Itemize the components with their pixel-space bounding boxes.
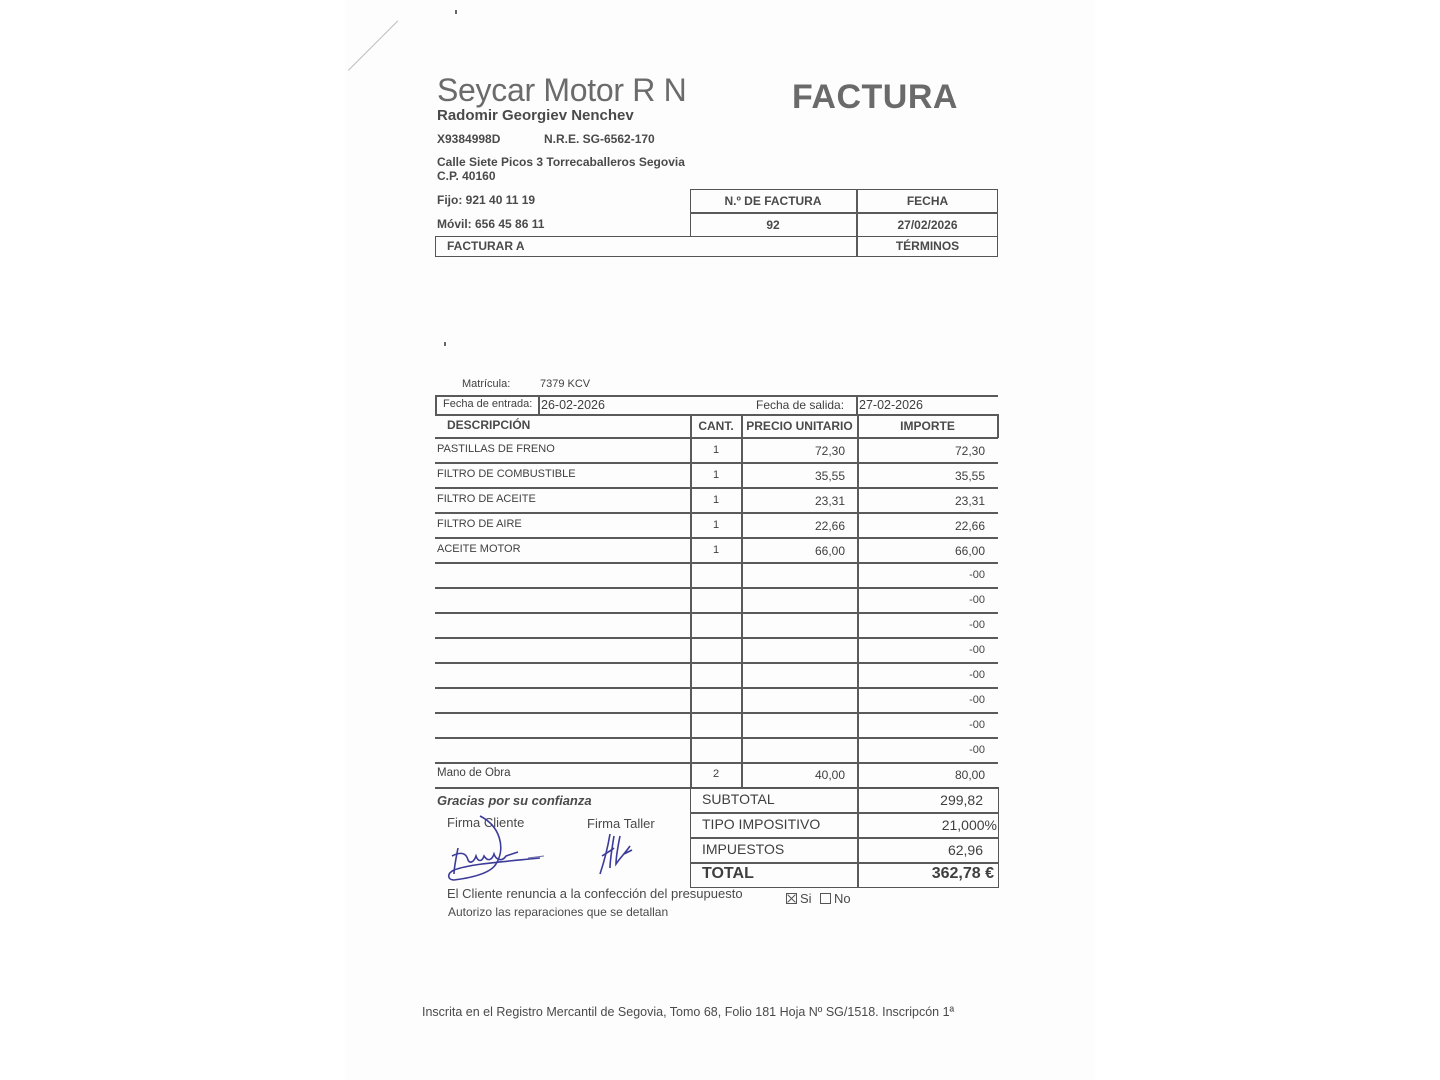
tax-value: 62,96 xyxy=(947,842,983,858)
row-qty: 1 xyxy=(712,494,720,506)
col-header-amount: IMPORTE xyxy=(900,419,955,433)
row-amount: 35,55 xyxy=(954,469,985,483)
total-label: TOTAL xyxy=(702,865,754,882)
row-unit-price: 35,55 xyxy=(814,469,845,483)
nre-number: N.R.E. SG-6562-170 xyxy=(544,132,655,146)
divider xyxy=(690,212,998,214)
consent-yes-label: Si xyxy=(800,891,812,906)
consent-no-label: No xyxy=(834,891,851,906)
document-title: FACTURA xyxy=(792,78,958,116)
divider xyxy=(690,837,999,839)
row-unit-price: 22,66 xyxy=(814,519,845,533)
empty-box-icon xyxy=(820,893,831,904)
owner-name: Radomir Georgiev Nenchev xyxy=(437,107,634,124)
row-divider xyxy=(435,762,998,764)
row-unit-price: 72,30 xyxy=(814,444,845,458)
client-signature-label: Firma Cliente xyxy=(447,815,525,830)
row-amount: 23,31 xyxy=(954,494,985,508)
invoice-number-label: N.º DE FACTURA xyxy=(724,194,822,208)
row-unit-price: 23,31 xyxy=(814,494,845,508)
row-amount: -00 xyxy=(969,594,985,606)
tax-label: IMPUESTOS xyxy=(702,841,785,857)
row-description: Mano de Obra xyxy=(437,767,511,779)
row-amount: 22,66 xyxy=(954,519,985,533)
row-qty: 1 xyxy=(712,469,720,481)
tax-rate-label: TIPO IMPOSITIVO xyxy=(702,816,821,832)
invoice-number-value: 92 xyxy=(766,218,780,232)
workshop-signature-label: Firma Taller xyxy=(587,816,655,831)
client-signature-icon xyxy=(440,812,550,884)
row-amount: -00 xyxy=(969,669,985,681)
row-unit-price: 66,00 xyxy=(814,544,845,558)
divider xyxy=(690,862,999,864)
address-line-1: Calle Siete Picos 3 Torrecaballeros Segovia xyxy=(437,155,685,169)
plate-label: Matrícula: xyxy=(462,378,511,390)
bill-to-label: FACTURAR A xyxy=(447,239,525,253)
invoice-date-value: 27/02/2026 xyxy=(897,218,958,232)
scan-artifact-dot xyxy=(455,10,457,14)
row-qty: 1 xyxy=(712,519,720,531)
budget-waiver-text: El Cliente renuncia a la confección del presupuesto xyxy=(447,886,743,901)
row-description: FILTRO DE ACEITE xyxy=(437,493,536,505)
col-header-qty: CANT. xyxy=(698,419,734,433)
entry-date-label: Fecha de entrada: xyxy=(443,398,533,410)
phone-fixed: Fijo: 921 40 11 19 xyxy=(437,193,536,207)
exit-date-label: Fecha de salida: xyxy=(756,398,845,412)
registry-footer: Inscrita en el Registro Mercantil de Segovia, Tomo 68, Folio 181 Hoja Nº SG/1518. Inscripcón 1ª xyxy=(422,1005,955,1019)
row-amount: 72,30 xyxy=(954,444,985,458)
row-divider xyxy=(435,562,998,564)
row-amount: 66,00 xyxy=(954,544,985,558)
scan-artifact-dot xyxy=(444,342,446,346)
divider xyxy=(538,395,540,415)
row-divider xyxy=(435,662,998,664)
row-divider xyxy=(435,612,998,614)
row-divider xyxy=(435,512,998,514)
divider xyxy=(856,395,858,415)
row-description: PASTILLAS DE FRENO xyxy=(437,443,555,455)
divider xyxy=(690,812,999,814)
company-name: Seycar Motor R N xyxy=(437,72,687,108)
col-header-unit-price: PRECIO UNITARIO xyxy=(746,419,853,433)
checked-box-icon xyxy=(786,893,797,904)
total-value: 362,78 € xyxy=(931,865,994,882)
row-qty: 2 xyxy=(712,768,720,780)
row-divider xyxy=(435,637,998,639)
row-divider xyxy=(435,462,998,464)
divider xyxy=(435,395,998,397)
thanks-message: Gracias por su confianza xyxy=(437,793,592,808)
subtotal-value: 299,82 xyxy=(940,792,983,808)
row-amount: -00 xyxy=(969,619,985,631)
row-description: FILTRO DE AIRE xyxy=(437,518,522,530)
workshop-signature-icon xyxy=(596,832,638,878)
row-divider xyxy=(435,587,998,589)
row-divider xyxy=(435,537,998,539)
authorization-text: Autorizo las reparaciones que se detallan xyxy=(448,905,669,919)
tax-rate-value: 21,000% xyxy=(941,817,997,833)
row-amount: 80,00 xyxy=(954,768,985,782)
tax-id: X9384998D xyxy=(437,132,501,146)
divider xyxy=(435,414,998,416)
plate-value: 7379 KCV xyxy=(540,378,591,390)
divider xyxy=(435,437,998,439)
row-description: FILTRO DE COMBUSTIBLE xyxy=(437,468,576,480)
row-divider xyxy=(435,687,998,689)
row-qty: 1 xyxy=(712,444,720,456)
row-divider xyxy=(435,737,998,739)
row-amount: -00 xyxy=(969,744,985,756)
row-qty: 1 xyxy=(712,544,720,556)
row-divider xyxy=(435,487,998,489)
col-header-description: DESCRIPCIÓN xyxy=(447,418,531,432)
subtotal-label: SUBTOTAL xyxy=(702,791,775,807)
divider xyxy=(435,395,437,415)
phone-mobile: Móvil: 656 45 86 11 xyxy=(437,217,545,231)
consent-yes-checkbox[interactable] xyxy=(786,891,812,906)
invoice-date-label: FECHA xyxy=(906,194,949,208)
terms-label: TÉRMINOS xyxy=(895,239,960,253)
exit-date-value: 27-02-2026 xyxy=(859,398,923,412)
address-line-2: C.P. 40160 xyxy=(437,169,496,183)
consent-no-checkbox[interactable] xyxy=(820,891,851,906)
divider xyxy=(997,414,999,438)
row-amount: -00 xyxy=(969,694,985,706)
row-amount: -00 xyxy=(969,719,985,731)
row-description: ACEITE MOTOR xyxy=(437,543,521,555)
row-amount: -00 xyxy=(969,644,985,656)
row-amount: -00 xyxy=(969,569,985,581)
row-divider xyxy=(435,712,998,714)
entry-date-value: 26-02-2026 xyxy=(541,398,605,412)
row-unit-price: 40,00 xyxy=(814,768,845,782)
